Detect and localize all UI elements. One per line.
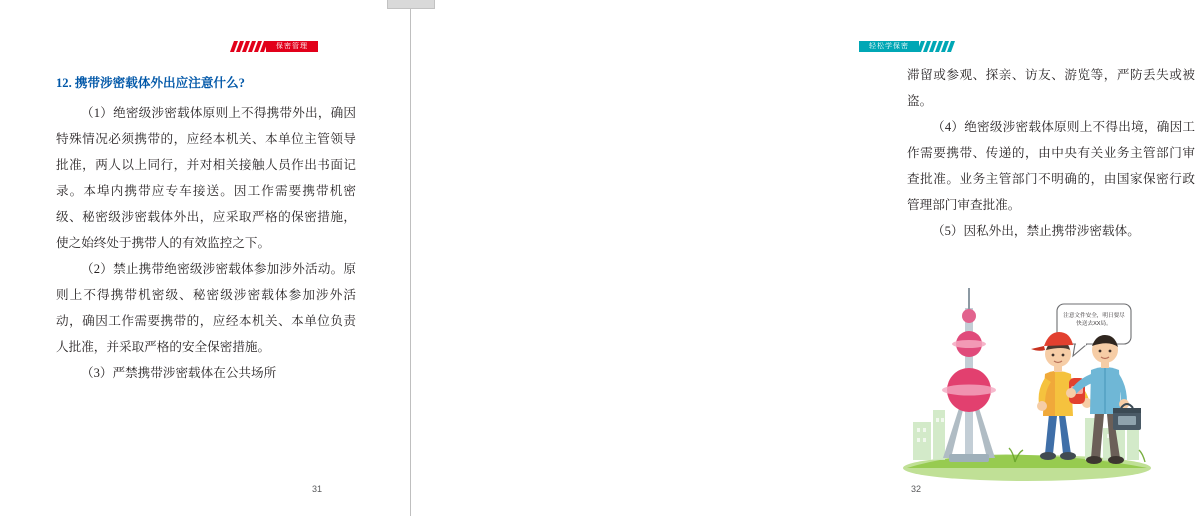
paragraph: （4）绝密级涉密载体原则上不得出境，确因工作需要携带、传递的，由中央有关业务主管部门审查批准。业务主管部门不明确的，由国家保密行政管理部门审查批准。 bbox=[907, 120, 1195, 212]
paragraph: 滞留或参观、探亲、访友、游览等，严防丢失或被盗。 bbox=[907, 68, 1195, 108]
paragraph: （5）因私外出，禁止携带涉密载体。 bbox=[932, 224, 1140, 238]
banner-stripes-left bbox=[232, 41, 266, 52]
right-banner-label: 轻松学保密 bbox=[859, 41, 919, 52]
paragraph: （3）严禁携带涉密载体在公共场所 bbox=[81, 366, 277, 380]
right-page bbox=[411, 0, 1195, 516]
banner-stripes-right bbox=[919, 41, 953, 52]
left-page-header-banner bbox=[232, 41, 380, 52]
pearl-tower bbox=[942, 288, 996, 462]
paragraph: （2）禁止携带绝密级涉密载体参加涉外活动。原则上不得携带机密级、秘密级涉密载体参加涉外活动，确因工作需要携带的，应经本机关、本单位负责人批准，并采取严格的安全保密措施。 bbox=[56, 262, 356, 354]
person-boy-with-cap bbox=[1031, 332, 1092, 460]
page-gutter-line bbox=[410, 0, 411, 516]
gutter-top-tab bbox=[387, 0, 435, 9]
page-number-right: 32 bbox=[911, 484, 922, 494]
left-banner-label: 保密管理 bbox=[266, 41, 318, 52]
left-page-textblock bbox=[56, 72, 356, 386]
page-number-left: 31 bbox=[312, 484, 323, 494]
question-heading: 12. 携带涉密载体外出应注意什么? bbox=[56, 76, 245, 90]
left-page bbox=[0, 0, 411, 516]
right-page-textblock bbox=[907, 62, 1195, 244]
paragraph: （1）绝密级涉密载体原则上不得携带外出，确因特殊情况必须携带的，应经本机关、本单位主管领导批准，两人以上同行，并对相关接触人员作出书面记录。本埠内携带应专车接送。因工作需要携带机密级、秘密级涉密载体外出，应采取严格的保密措施，使之始终处于携带人的有效监控之下。 bbox=[56, 106, 356, 250]
right-page-header-banner bbox=[859, 41, 1031, 52]
speech-bubble-text: 注意文件安全，明日要尽快送去XX局。 bbox=[1063, 313, 1125, 327]
